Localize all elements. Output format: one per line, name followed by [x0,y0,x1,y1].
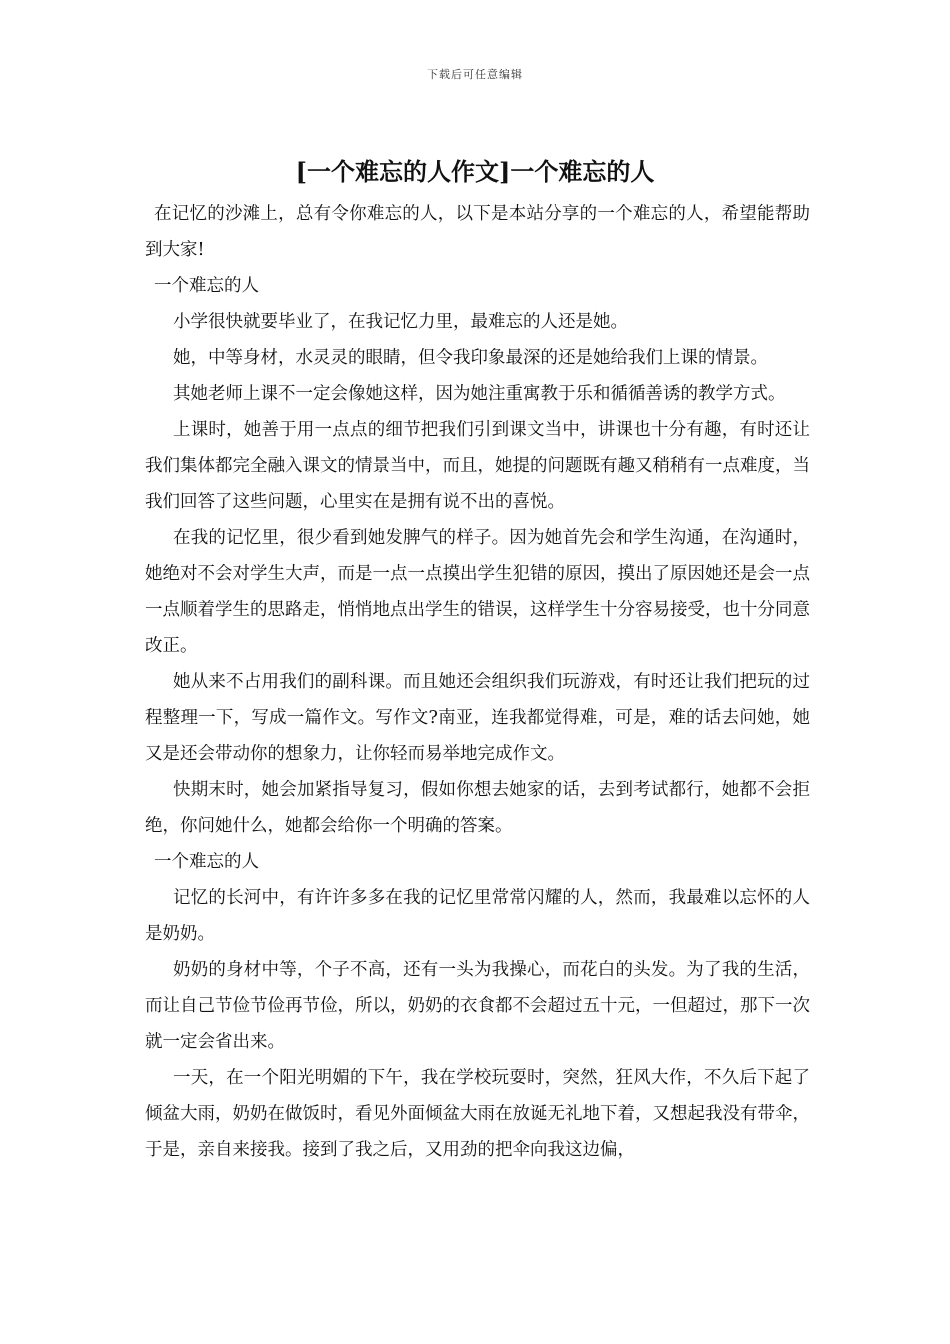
paragraph: 小学很快就要毕业了，在我记忆力里，最难忘的人还是她。 [173,312,628,332]
section-heading: 一个难忘的人 [154,852,259,872]
paragraph: 她从来不占用我们的副科课。而且她还会组织我们玩游戏，有时还让我们把玩的过程整理一下，写成一篇作文。写作文?南亚，连我都觉得难，可是，难的话去问她，她又是还会带动你的想象力，让你轻而易举地完成作文。 [145,672,810,764]
paragraph: 上课时，她善于用一点点的细节把我们引到课文当中，讲课也十分有趣，有时还让我们集体都完全融入课文的情景当中，而且，她提的问题既有趣又稍稍有一点难度，当我们回答了这些问题，心里实在是拥有说不出的喜悦。 [145,420,810,512]
paragraph: 其她老师上课不一定会像她这样，因为她注重寓教于乐和循循善诱的教学方式。 [173,384,786,404]
paragraph-intro: 在记忆的沙滩上，总有令你难忘的人，以下是本站分享的一个难忘的人，希望能帮助到大家! [145,204,810,260]
paragraph: 奶奶的身材中等，个子不高，还有一头为我操心，而花白的头发。为了我的生活，而让自己节俭节俭再节俭，所以，奶奶的衣食都不会超过五十元，一但超过，那下一次就一定会省出来。 [145,960,810,1052]
paragraph: 快期末时，她会加紧指导复习，假如你想去她家的话，去到考试都行，她都不会拒绝，你问她什么，她都会给你一个明确的答案。 [145,780,810,836]
paragraph: 她，中等身材，水灵灵的眼睛，但令我印象最深的还是她给我们上课的情景。 [173,348,768,368]
section-heading: 一个难忘的人 [154,276,259,296]
paragraph: 一天，在一个阳光明媚的下午，我在学校玩耍时，突然，狂风大作，不久后下起了倾盆大雨，奶奶在做饭时，看见外面倾盆大雨在放诞无礼地下着，又想起我没有带伞，于是，亲自来接我。接到了我之后，又用劲的把伞向我这边偏， [145,1068,810,1160]
paragraph: 记忆的长河中，有许许多多在我的记忆里常常闪耀的人，然而，我最难以忘怀的人是奶奶。 [145,888,810,944]
document-body [145,196,810,1168]
page-header: 下载后可任意编辑 [427,68,523,81]
document-title: [一个难忘的人作文]一个难忘的人 [295,157,655,186]
paragraph: 在我的记忆里，很少看到她发脾气的样子。因为她首先会和学生沟通，在沟通时，她绝对不会对学生大声，而是一点一点摸出学生犯错的原因，摸出了原因她还是会一点一点顺着学生的思路走，悄悄地点出学生的错误，这样学生十分容易接受，也十分同意改正。 [145,528,810,656]
